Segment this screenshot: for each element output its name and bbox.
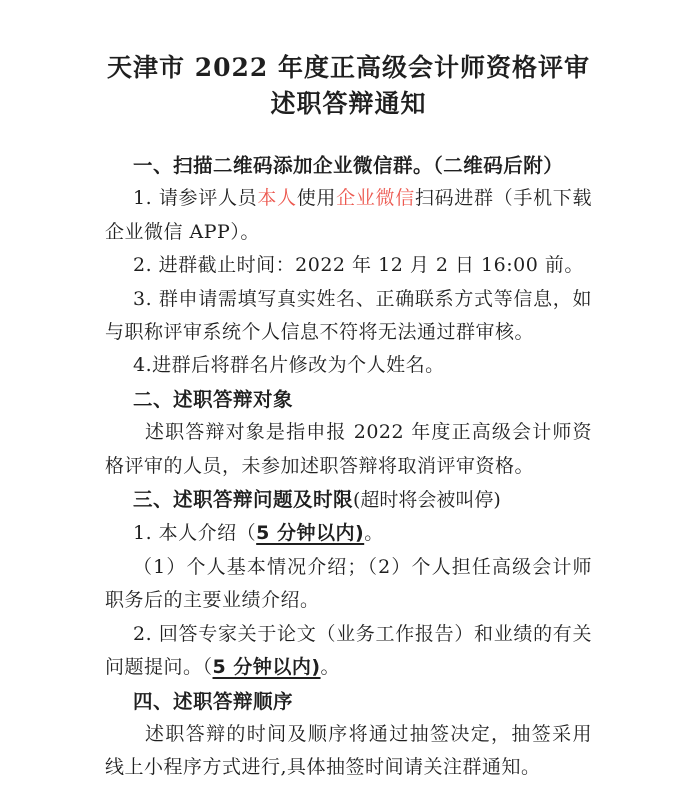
- section3-item1-detail: （1）个人基本情况介绍；（2）个人担任高级会计师职务后的主要业绩介绍。: [105, 555, 592, 612]
- section3-item2-text2: 。: [320, 656, 341, 679]
- section1-item2: 2. 进群截止时间：2022 年 12 月 2 日 16:00 前。: [133, 254, 584, 277]
- section3-item2: [105, 618, 592, 685]
- section1-heading: 一、扫描二维码添加企业微信群。（二维码后附）: [133, 154, 564, 177]
- section1-item4: 4.进群后将群名片修改为个人姓名。: [133, 354, 445, 377]
- section3-heading-main: 三、述职答辩问题及时限: [133, 488, 354, 512]
- section3-item1-bold-underline: 5 分钟以内): [256, 522, 365, 545]
- section3-item1-text: 1. 本人介绍（: [133, 522, 257, 545]
- page-title-line2: 述职答辩通知: [270, 89, 427, 118]
- page-title: [105, 50, 592, 122]
- section1-item1-text2: 使用: [296, 187, 337, 210]
- section3-heading: [105, 483, 592, 517]
- section3-item2-bold-underline: 5 分钟以内): [212, 656, 321, 679]
- section3-item2-text: 2. 回答专家关于论文（业务工作报告）和业绩的有关问题提问。（: [105, 622, 592, 679]
- section1-item3: 3. 群申请需填写真实姓名、正确联系方式等信息，如与职称评审系统个人信息不符将无法通过群审核。: [105, 287, 592, 344]
- document-content: [105, 0, 592, 785]
- section2-paragraph: 述职答辩对象是指申报 2022 年度正高级会计师资格评审的人员，未参加述职答辩将取消评审资格。: [105, 421, 592, 477]
- section1-item1-red-qiyeweixin: 企业微信: [336, 187, 415, 210]
- section3-item1-text2: 。: [364, 522, 384, 545]
- section1-item1-text3: 扫码进群（手机下载企业微信 APP）。: [105, 187, 592, 243]
- section2-heading: 二、述职答辩对象: [133, 387, 294, 411]
- section1-item1: [105, 182, 592, 249]
- section1-item1-text: 1. 请参评人员: [133, 187, 258, 210]
- section3-heading-note: (超时将会被叫停): [353, 489, 501, 512]
- section1-item1-red-benren: 本人: [257, 187, 297, 210]
- document-body: [105, 149, 592, 785]
- section4-heading: 四、述职答辩顺序: [133, 689, 294, 713]
- section4-paragraph: 述职答辩的时间及顺序将通过抽签决定，抽签采用线上小程序方式进行,具体抽签时间请关注群通知。: [105, 722, 592, 779]
- section3-item1: [105, 517, 592, 550]
- page-title-line1: 天津市 2022 年度正高级会计师资格评审: [107, 53, 590, 82]
